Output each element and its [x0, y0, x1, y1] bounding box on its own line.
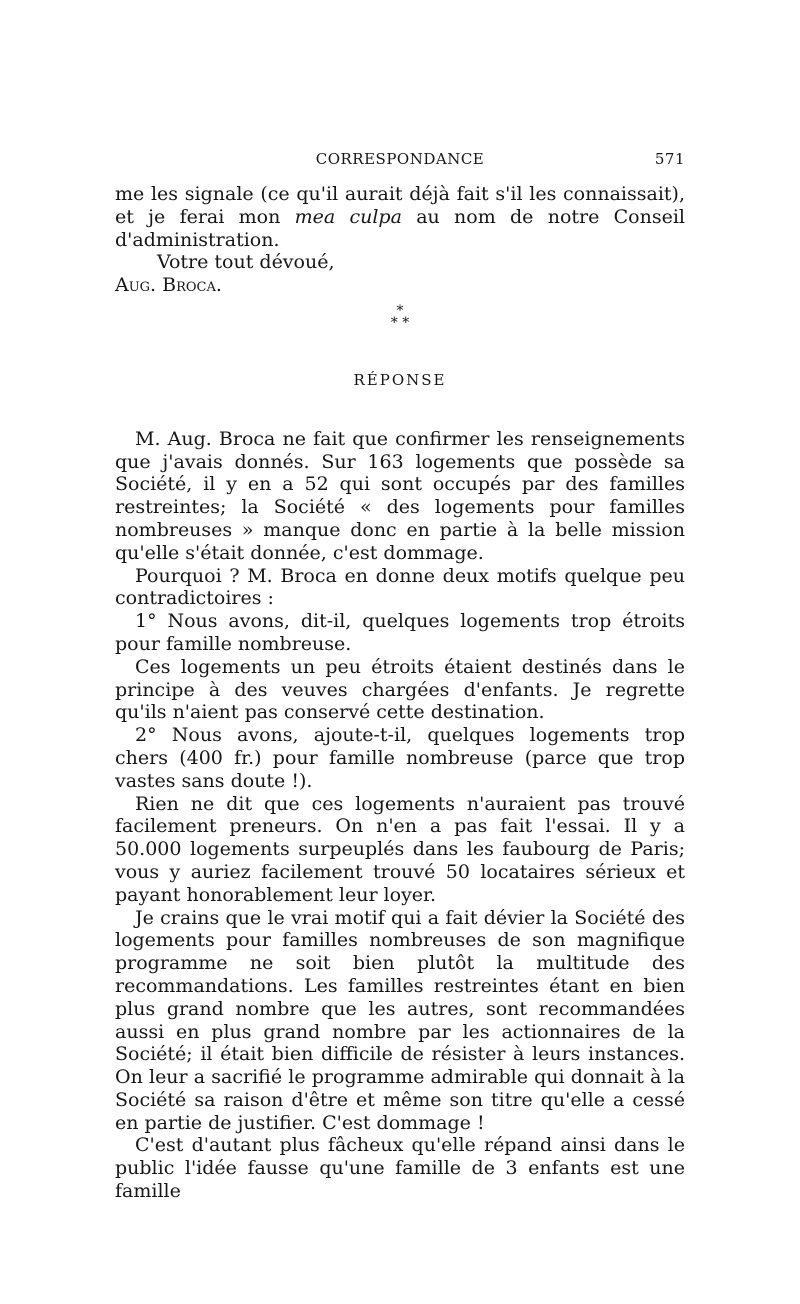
asterism-separator [115, 302, 685, 331]
response-paragraph: C'est d'autant plus fâcheux qu'elle répand ainsi dans le public l'idée fausse qu'une famille de 3 enfants est une famille [115, 1134, 685, 1203]
response-paragraph: 2° Nous avons, ajoute-t-il, quelques logements trop chers (400 fr.) pour famille nombreuse (parce que trop vastes sans doute !). [115, 724, 685, 792]
letter-text-end: au nom de notre Conseil d'administration. [115, 205, 685, 251]
letter-closing: Votre tout dévoué, [157, 251, 335, 274]
response-paragraph: Pourquoi ? M. Broca en donne deux motifs quelque peu contradictoires : [115, 564, 685, 610]
response-paragraph: Rien ne dit que ces logements n'auraient pas trouvé facilement preneurs. On n'en a pas fait l'essai. Il y a 50.000 logements surpeuplés dans les faubourg de Paris; vous y auriez facilement trouvé 50 locataires sérieux et payant honorablement leur loyer. [115, 792, 685, 906]
section-heading-reponse: RÉPONSE [353, 370, 447, 389]
letter-continuation [115, 183, 685, 251]
response-paragraph: Je crains que le vrai motif qui a fait dévier la Société des logements pour familles nombreuses de son magnifique programme ne soit bien plutôt la multitude des recommandations. Les familles restreintes étant en bien plus grand nombre que les autres, sont recommandées aussi en plus grand nombre par les actionnaires de la Société; il était bien difficile de résister à leurs instances. On leur a sacrifié le programme admirable qui donnait à la Société sa raison d'être et même son titre qu'elle a cessé en partie de justifier. C'est dommage ! [115, 906, 685, 1134]
running-head-title: CORRESPONDANCE [315, 150, 485, 168]
running-head [115, 150, 685, 174]
letter-signature: Aug. Broca. [115, 274, 222, 297]
page-body [115, 183, 685, 1203]
asterism-bottom: * * [390, 314, 410, 331]
page-number: 571 [654, 150, 685, 168]
asterism-top: * [396, 302, 404, 319]
response-paragraph: 1° Nous avons, dit-il, quelques logements trop étroits pour famille nombreuse. [115, 610, 685, 655]
letter-text-start: me les signale (ce qu'il aurait déjà fait s'il les connaissait), et je ferai mon [115, 183, 685, 228]
response-paragraph: Ces logements un peu étroits étaient destinés dans le principe à des veuves chargées d'enfants. Je regrette qu'ils n'aient pas conservé cette destination. [115, 655, 685, 724]
letter-italic-phrase: mea culpa [294, 205, 402, 228]
response-paragraph: M. Aug. Broca ne fait que confirmer les renseignements que j'avais donnés. Sur 163 logements que possède sa Société, il y en a 52 qui sont occupés par des familles restreintes; la Société « des logements pour familles nombreuses » manque donc en partie à la belle mission qu'elle s'était donnée, c'est dommage. [115, 427, 685, 564]
